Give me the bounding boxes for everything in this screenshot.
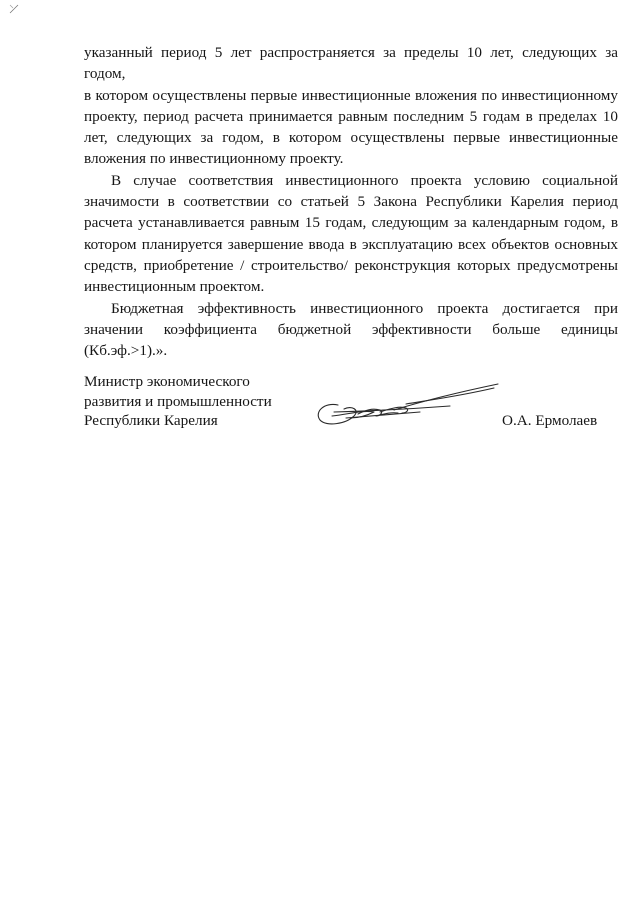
signer-name: О.А. Ермолаев — [502, 412, 598, 429]
body-text — [84, 42, 618, 361]
text-line: Бюджетная эффективность инвестиционного проекта достигается при — [111, 299, 618, 317]
text-line: котором планируется завершение ввода в эксплуатацию всех объектов основных — [84, 235, 618, 253]
signer-title-line: развития и промышленности — [84, 392, 272, 410]
signature-block — [84, 372, 618, 431]
text-line: средств, приобретение / строительство/ реконструкция которых предусмотрены — [84, 256, 618, 274]
corner-mark-icon — [8, 3, 20, 15]
text-line: расчета устанавливается равным 15 годам, следующим за календарным годом, в — [84, 214, 618, 232]
text-line: указанный период 5 лет распространяется за пределы 10 лет, следующих за годом, — [84, 44, 618, 83]
signer-title-line: Министр экономического — [84, 373, 250, 390]
text-line: инвестиционным проектом. — [84, 278, 265, 296]
paragraph-3 — [84, 298, 618, 362]
text-line: значимости в соответствии со статьей 5 Закона Республики Карелия период — [84, 193, 618, 211]
handwritten-signature — [310, 372, 500, 432]
text-line: проекту, период расчета принимается равным последним 5 годам в пределах 10 — [84, 107, 618, 125]
text-line: вложения по инвестиционному проекту. — [84, 150, 344, 168]
paragraph-2 — [84, 170, 618, 298]
paragraph-1 — [84, 42, 618, 170]
text-line: лет, следующих за годом, в котором осуществлены первые инвестиционные — [84, 129, 618, 147]
signer-title-line: Республики Карелия — [84, 412, 218, 429]
text-line: в котором осуществлены первые инвестиционные вложения по инвестиционному — [84, 86, 618, 104]
text-line: значении коэффициента бюджетной эффективности больше единицы — [84, 320, 618, 338]
text-line: (Кб.эф.>1).». — [84, 342, 168, 360]
text-line: В случае соответствия инвестиционного проекта условию социальной — [111, 171, 618, 189]
